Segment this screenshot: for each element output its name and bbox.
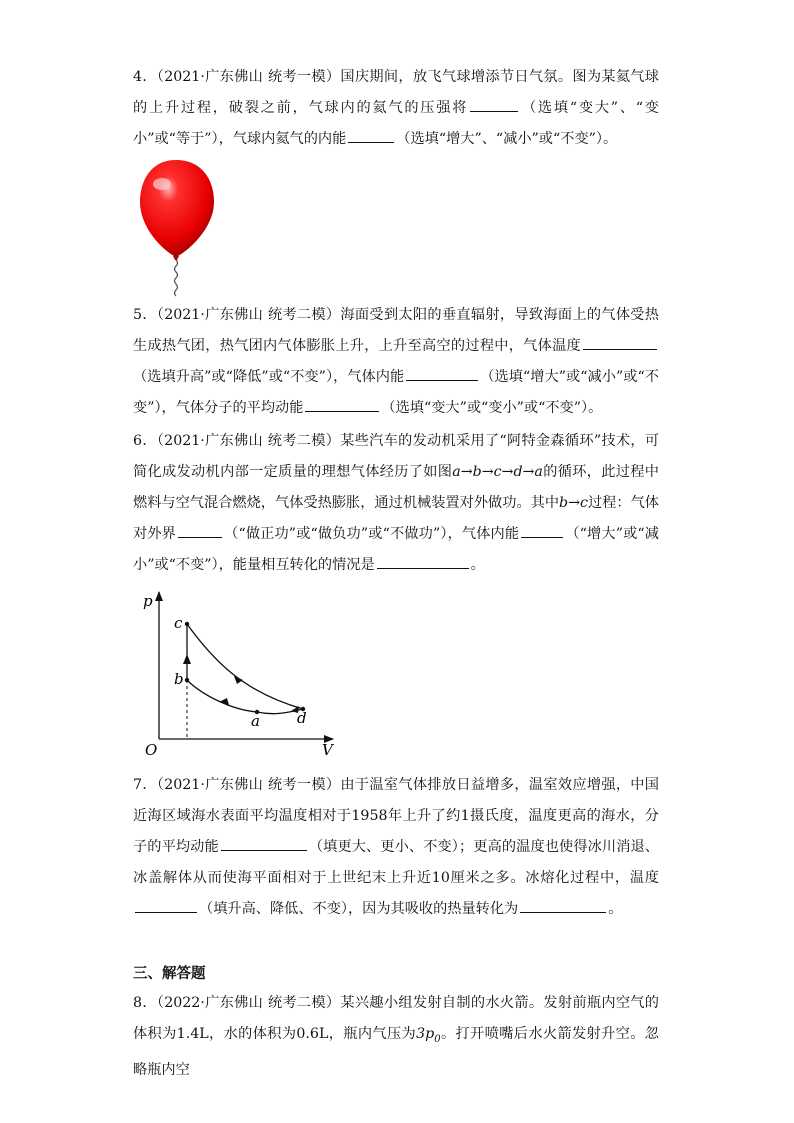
question-text: 海面受到太阳的垂直辐射，导致海面上的气体受热生成热气团，热气团内气体膨胀上升，上升至高空的过程中，气体温度 [133,307,659,354]
answer-blank[interactable] [520,897,606,913]
question-text: 。 [608,901,623,917]
question-source: （2021·广东佛山 统考一模） [156,69,341,85]
balloon-image [128,156,224,302]
question-6 [133,426,659,581]
question-text: 由于温室气体排放日益增多，温室效应增强，中国近海区域海水表面平均温度相对于1958年上升了约1摄氏度，温度更高的海水，分子的平均动能 [133,777,659,855]
v-axis-label: V [322,741,333,758]
question-text: 国庆期间，放飞气球增添节日气氛。图为某氦气球的上升过程，破裂之前，气球内的氦气的压强将 [133,69,659,116]
answer-blank[interactable] [135,897,197,913]
question-text: 过程：气体对外界 [133,495,659,542]
curve-cd [187,624,303,709]
question-text: 。打开喷嘴后水火箭发射升空。忽略瓶内空 [133,1026,659,1078]
pressure-symbol: 3p [416,1026,435,1042]
answer-blank[interactable] [521,522,563,538]
answer-blank[interactable] [470,96,518,112]
cycle-label: a→b→c→d→a [452,464,543,480]
answer-blank[interactable] [348,127,394,143]
curve-dab [187,680,303,714]
answer-blank[interactable] [221,835,307,851]
p-axis-label: p [143,592,153,610]
question-number: 8． [133,995,157,1011]
question-source: （2021·广东佛山 统考二模） [156,307,341,323]
label-d: d [297,709,307,727]
question-text: （填升高、降低、不变），因为其吸收的热量转化为 [199,901,519,917]
answer-blank[interactable] [583,334,657,350]
arrow-right-icon [234,676,243,684]
question-source: （2021·广东佛山 统考一模） [156,777,341,793]
question-text: （选填“增大”、“减小”或“不变”）。 [396,131,618,147]
question-text: （选填“增大”或“减小”或“不变”），气体分子的平均动能 [133,369,659,416]
answer-blank[interactable] [178,522,222,538]
section-heading: 三、解答题 [133,966,206,982]
question-number: 4． [133,69,157,85]
question-text: 某兴趣小组发射自制的水火箭。发射前瓶内空气的体积为1.4L，水的体积为0.6L，瓶内气压为 [133,995,659,1042]
question-text: （选填升高”或“降低”或“不变”），气体内能 [133,369,405,385]
question-source: （2022·广东佛山 统考二模） [156,995,341,1011]
question-text: （“增大”或“减小”或“不变”），能量相互转化的情况是 [133,526,659,573]
question-8 [133,988,659,1086]
question-7 [133,770,659,925]
question-text: （填更大、更小、不变）；更高的温度也使得冰川消退、冰盖解体从而使海平面相对于上世纪末上升近10厘米之多。冰熔化过程中，温度 [133,839,659,886]
label-a: a [251,712,260,730]
question-number: 7． [133,777,157,793]
question-text: （“做正功”或“做负功”或“不做功”），气体内能 [223,526,520,542]
question-source: （2021·广东佛山 统考二模） [156,433,341,449]
question-text: 。 [470,557,485,573]
point-b [185,678,189,682]
question-text: 的循环，此过程中燃料与空气混合燃烧，气体受热膨胀，通过机械装置对外做功。其中 [133,464,659,511]
pv-diagram [133,588,343,758]
question-4 [133,62,659,155]
question-text: （选填“变大”或“变小”或“不变”）。 [381,400,603,416]
question-text: （选填“变大”、“变小”或“等于”），气球内氦气的内能 [133,100,659,147]
question-text: 某些汽车的发动机采用了“阿特金森循环”技术，可简化成发动机内部一定质量的理想气体经历了如图 [133,433,660,480]
label-b: b [174,670,184,688]
process-label: b→c [559,495,588,511]
label-c: c [174,614,183,632]
answer-blank[interactable] [377,553,469,569]
point-c [185,622,189,626]
origin-label: O [145,741,158,758]
question-5 [133,300,659,424]
arrow-up-icon [183,654,191,664]
answer-blank[interactable] [406,365,478,381]
question-number: 6． [133,433,157,449]
pressure-subscript: 0 [434,1033,441,1045]
answer-blank[interactable] [305,396,379,412]
question-number: 5． [133,307,157,323]
